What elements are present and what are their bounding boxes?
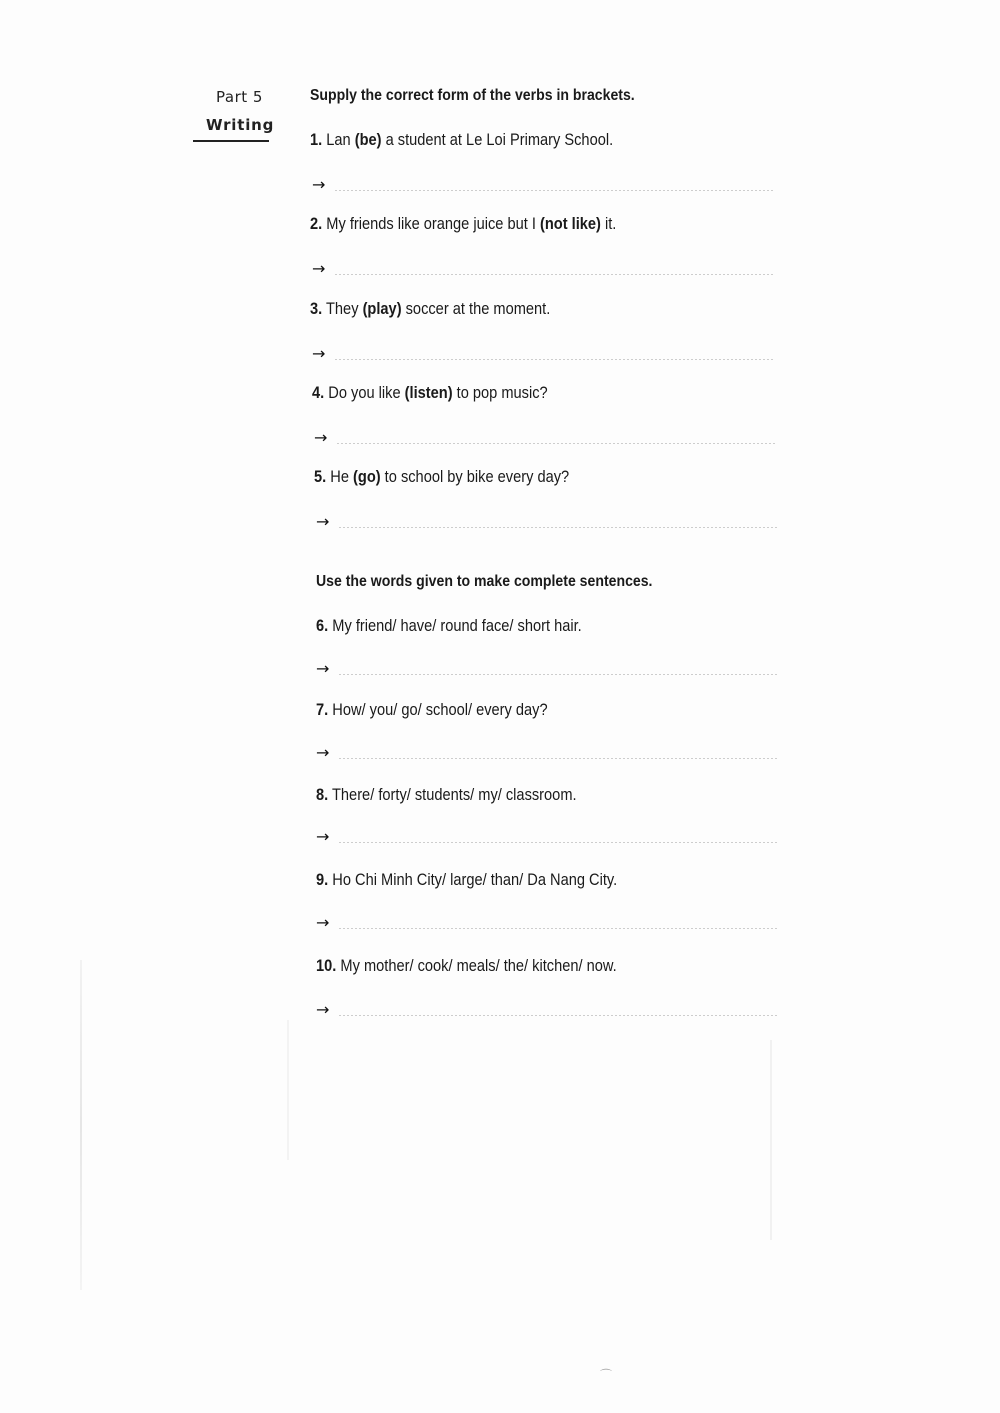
arrow-icon: →	[314, 427, 328, 447]
question-number: 6.	[316, 616, 329, 635]
question-9	[316, 870, 617, 890]
dotted-line	[338, 842, 778, 843]
answer-line-9[interactable]	[316, 912, 778, 932]
question-text: My friend/ have/ round face/ short hair.	[328, 616, 582, 635]
question-number: 9.	[316, 870, 329, 889]
bracket-verb: (listen)	[404, 383, 453, 402]
arrow-icon: →	[312, 258, 326, 278]
question-2	[310, 214, 616, 234]
arrow-icon: →	[316, 511, 330, 531]
arrow-icon: →	[316, 999, 330, 1019]
scan-shadow	[770, 1040, 772, 1240]
arrow-icon: →	[316, 912, 330, 932]
arrow-icon: →	[316, 742, 330, 762]
question-5	[314, 467, 569, 487]
arrow-icon: →	[312, 343, 326, 363]
dotted-line	[338, 527, 778, 528]
question-number: 5.	[314, 467, 327, 486]
question-7	[316, 700, 548, 720]
question-text: Lan	[322, 130, 355, 149]
bracket-verb: (play)	[362, 299, 402, 318]
question-text: to school by bike every day?	[380, 467, 570, 486]
answer-line-4[interactable]	[314, 427, 776, 447]
question-number: 1.	[310, 130, 323, 149]
question-text: There/ forty/ students/ my/ classroom.	[328, 785, 577, 804]
question-text: How/ you/ go/ school/ every day?	[328, 700, 548, 719]
question-8	[316, 785, 577, 805]
question-6	[316, 616, 582, 636]
dotted-line	[334, 190, 774, 191]
bracket-verb: (be)	[354, 130, 382, 149]
dotted-line	[338, 758, 778, 759]
dotted-line	[338, 1015, 778, 1016]
question-text: My friends like orange juice but I	[322, 214, 540, 233]
arrow-icon: →	[312, 174, 326, 194]
arrow-icon: →	[316, 658, 330, 678]
answer-line-7[interactable]	[316, 742, 778, 762]
answer-line-1[interactable]	[312, 174, 774, 194]
part-label: Part 5	[216, 88, 263, 106]
question-text: to pop music?	[452, 383, 548, 402]
dotted-line	[336, 443, 776, 444]
question-3	[310, 299, 550, 319]
question-1	[310, 130, 613, 150]
question-number: 2.	[310, 214, 323, 233]
question-10	[316, 956, 617, 976]
question-number: 3.	[310, 299, 323, 318]
question-text: He	[326, 467, 354, 486]
answer-line-10[interactable]	[316, 999, 778, 1019]
instruction-verb-forms: Supply the correct form of the verbs in brackets.	[310, 87, 635, 104]
answer-line-3[interactable]	[312, 343, 774, 363]
question-text: Do you like	[324, 383, 405, 402]
dotted-line	[334, 359, 774, 360]
answer-line-5[interactable]	[316, 511, 778, 531]
answer-line-8[interactable]	[316, 826, 778, 846]
question-number: 7.	[316, 700, 329, 719]
answer-line-2[interactable]	[312, 258, 774, 278]
dotted-line	[334, 274, 774, 275]
scan-shadow	[80, 960, 82, 1290]
question-text: My mother/ cook/ meals/ the/ kitchen/ now.	[336, 956, 617, 975]
scan-shadow	[287, 1020, 289, 1160]
answer-line-6[interactable]	[316, 658, 778, 678]
instruction-complete-sentences: Use the words given to make complete sentences.	[316, 573, 653, 590]
dotted-line	[338, 928, 778, 929]
section-underline	[193, 140, 269, 142]
dotted-line	[338, 674, 778, 675]
question-number: 10.	[316, 956, 337, 975]
scan-speck: ⌒	[600, 1368, 613, 1382]
question-text: Ho Chi Minh City/ large/ than/ Da Nang City.	[328, 870, 618, 889]
question-4	[312, 383, 548, 403]
bracket-verb: (go)	[353, 467, 381, 486]
arrow-icon: →	[316, 826, 330, 846]
bracket-verb: (not like)	[539, 214, 601, 233]
question-text: a student at Le Loi Primary School.	[381, 130, 614, 149]
question-text: They	[322, 299, 363, 318]
question-number: 8.	[316, 785, 329, 804]
question-text: it.	[600, 214, 617, 233]
question-text: soccer at the moment.	[401, 299, 551, 318]
question-number: 4.	[312, 383, 325, 402]
section-label: Writing	[206, 116, 275, 134]
